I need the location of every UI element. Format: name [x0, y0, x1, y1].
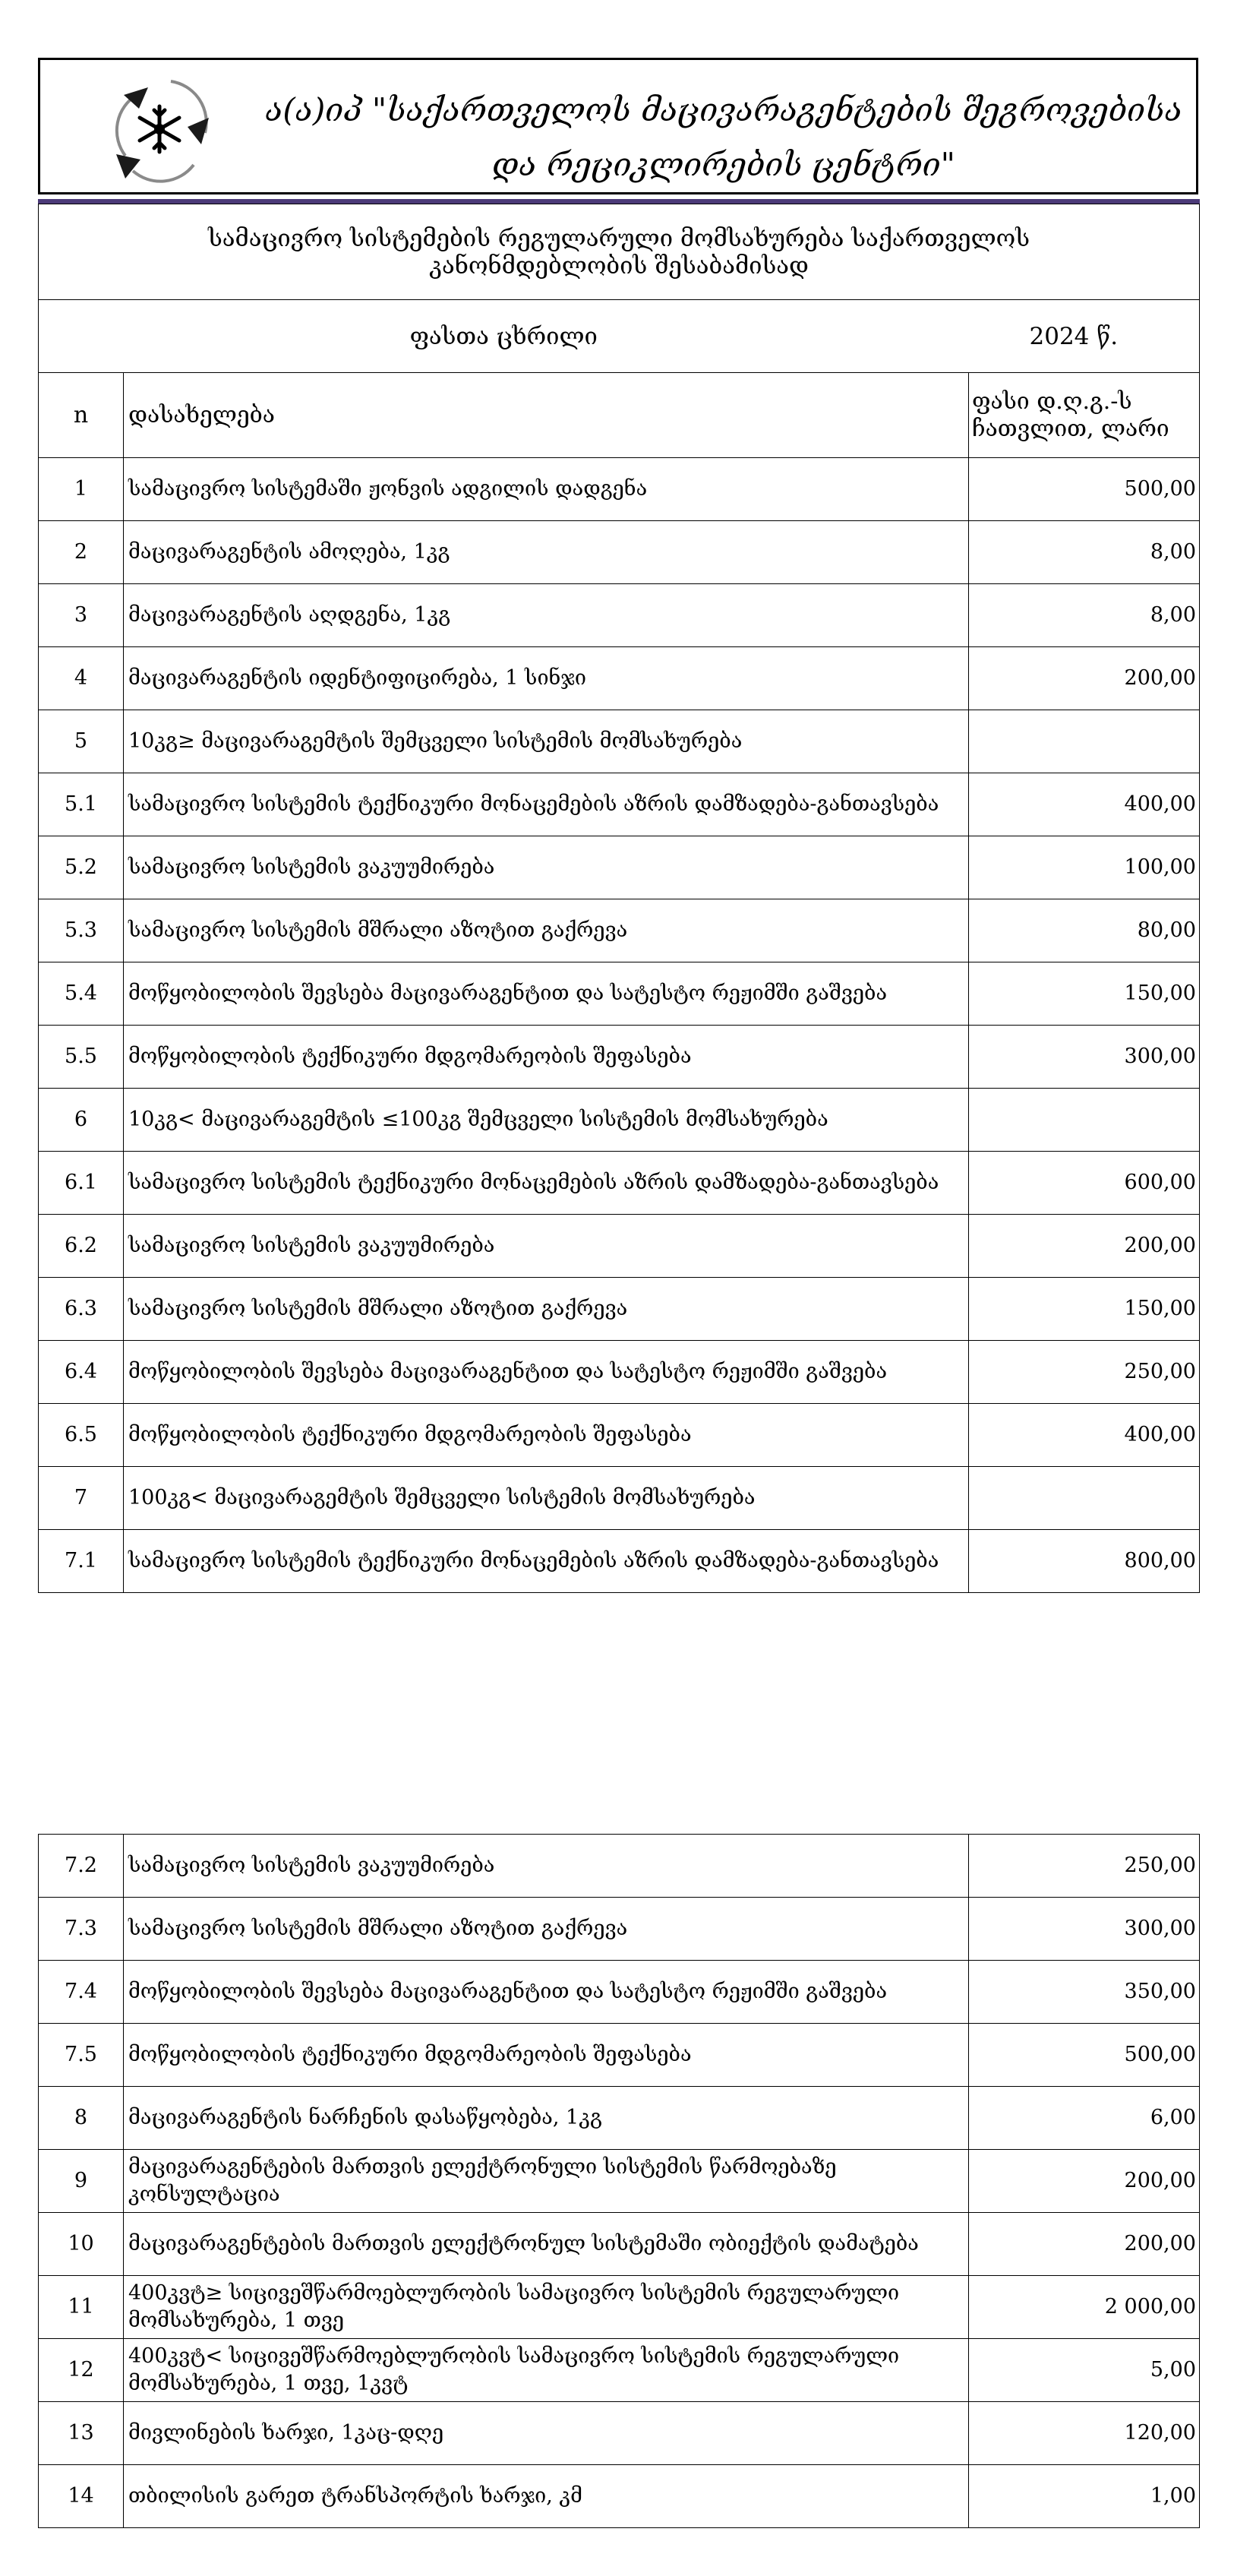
table-row: [39, 1404, 1200, 1467]
table-row: [39, 2213, 1200, 2276]
table-row: [39, 1898, 1200, 1961]
table-row: [39, 1530, 1200, 1593]
column-header-price: ფასი დ.ღ.გ.-ს ჩათვლით, ლარი: [969, 373, 1200, 458]
row-name: მაცივარაგენტების მართვის ელექტრონულ სისტემაში ობიექტის დამატება: [124, 2213, 969, 2276]
table-row: [39, 521, 1200, 584]
row-price: 250,00: [969, 1835, 1200, 1898]
row-number: 5.5: [39, 1026, 124, 1089]
column-header-row: [39, 373, 1200, 458]
organization-header: [38, 58, 1198, 194]
row-name: სამაცივრო სისტემის მშრალი აზოტით გაქრევა: [124, 899, 969, 962]
row-number: 6: [39, 1089, 124, 1152]
row-number: 6.1: [39, 1152, 124, 1215]
row-number: 5.4: [39, 962, 124, 1026]
recycling-snowflake-logo-icon: [95, 65, 224, 194]
row-number: 6.2: [39, 1215, 124, 1278]
row-name: მოწყობილობის ტექნიკური მდგომარეობის შეფასება: [124, 2024, 969, 2087]
table-row: [39, 2276, 1200, 2339]
table-row: [39, 1089, 1200, 1152]
table-row: [39, 1341, 1200, 1404]
row-number: 1: [39, 458, 124, 521]
table-row: [39, 2402, 1200, 2465]
row-name: მოწყობილობის ტექნიკური მდგომარეობის შეფასება: [124, 1026, 969, 1089]
row-price: 5,00: [969, 2339, 1200, 2402]
row-name: მოწყობილობის შევსება მაცივარაგენტით და სატესტო რეჟიმში გაშვება: [124, 1341, 969, 1404]
row-name: მაცივარაგენტის იდენტიფიცირება, 1 სინჯი: [124, 647, 969, 710]
row-name: 100კგ< მაცივარაგემტის შემცველი სისტემის მომსახურება: [124, 1467, 969, 1530]
row-name: თბილისის გარეთ ტრანსპორტის ხარჯი, კმ: [124, 2465, 969, 2528]
table-row: [39, 1961, 1200, 2024]
row-name: მივლინების ხარჯი, 1კაც-დღე: [124, 2402, 969, 2465]
row-number: 9: [39, 2150, 124, 2213]
table-row: [39, 1278, 1200, 1341]
row-price: [969, 1467, 1200, 1530]
table-row: [39, 1467, 1200, 1530]
row-number: 5.2: [39, 836, 124, 899]
table-body-page-2: [39, 1835, 1200, 2528]
organization-name: ა(ა)იპ "საქართველოს მაცივარაგენტების შეგროვებისა და რეციკლირების ცენტრი": [265, 91, 1182, 183]
row-number: 7.1: [39, 1530, 124, 1593]
table-row: [39, 1835, 1200, 1898]
row-name: სამაცივრო სისტემის ვაკუუმირება: [124, 836, 969, 899]
table-row: [39, 2339, 1200, 2402]
row-price: 200,00: [969, 1215, 1200, 1278]
row-number: 6.5: [39, 1404, 124, 1467]
row-price: 350,00: [969, 1961, 1200, 2024]
row-price: 8,00: [969, 584, 1200, 647]
row-name: 400კვტ≥ სიცივეშწარმოებლურობის სამაცივრო სისტემის რეგულარული მომსახურება, 1 თვე: [124, 2276, 969, 2339]
row-name: სამაცივრო სისტემის ტექნიკური მონაცემების აზრის დამზადება-განთავსება: [124, 1530, 969, 1593]
row-price: 2 000,00: [969, 2276, 1200, 2339]
row-number: 7.4: [39, 1961, 124, 2024]
row-number: 3: [39, 584, 124, 647]
column-header-n: n: [39, 373, 124, 458]
row-name: მაცივარაგენტის ნარჩენის დასაწყობება, 1კგ: [124, 2087, 969, 2150]
row-name: სამაცივრო სისტემაში ჟონვის ადგილის დადგენა: [124, 458, 969, 521]
row-number: 4: [39, 647, 124, 710]
table-body-page-1: [39, 458, 1200, 1593]
row-name: სამაცივრო სისტემის ტექნიკური მონაცემების აზრის დამზადება-განთავსება: [124, 773, 969, 836]
row-price: 100,00: [969, 836, 1200, 899]
row-name: 400კვტ< სიცივეშწარმოებლურობის სამაცივრო სისტემის რეგულარული მომსახურება, 1 თვე, 1კვტ: [124, 2339, 969, 2402]
row-price: 200,00: [969, 2213, 1200, 2276]
row-number: 5: [39, 710, 124, 773]
price-list-row: [39, 300, 1200, 373]
row-price: 80,00: [969, 899, 1200, 962]
row-price: 500,00: [969, 458, 1200, 521]
row-name: მოწყობილობის შევსება მაცივარაგენტით და სატესტო რეჟიმში გაშვება: [124, 1961, 969, 2024]
row-price: 300,00: [969, 1026, 1200, 1089]
row-price: 8,00: [969, 521, 1200, 584]
price-table-page-1: [38, 204, 1200, 1593]
row-price: 250,00: [969, 1341, 1200, 1404]
row-price: [969, 710, 1200, 773]
table-row: [39, 647, 1200, 710]
table-row: [39, 1215, 1200, 1278]
subtitle-row: [39, 204, 1200, 300]
row-price: 120,00: [969, 2402, 1200, 2465]
row-number: 7.2: [39, 1835, 124, 1898]
row-price: 300,00: [969, 1898, 1200, 1961]
row-price: 6,00: [969, 2087, 1200, 2150]
table-row: [39, 584, 1200, 647]
row-number: 11: [39, 2276, 124, 2339]
row-price: 150,00: [969, 962, 1200, 1026]
row-price: 200,00: [969, 2150, 1200, 2213]
row-price: [969, 1089, 1200, 1152]
row-name: სამაცივრო სისტემის მშრალი აზოტით გაქრევა: [124, 1278, 969, 1341]
row-price: 1,00: [969, 2465, 1200, 2528]
row-number: 7.5: [39, 2024, 124, 2087]
row-number: 6.4: [39, 1341, 124, 1404]
table-row: [39, 2024, 1200, 2087]
row-name: სამაცივრო სისტემის ვაკუუმირება: [124, 1215, 969, 1278]
table-row: [39, 2087, 1200, 2150]
row-price: 400,00: [969, 773, 1200, 836]
table-row: [39, 710, 1200, 773]
table-row: [39, 899, 1200, 962]
row-name: მაცივარაგენტის ამოღება, 1კგ: [124, 521, 969, 584]
row-number: 5.1: [39, 773, 124, 836]
table-row: [39, 2465, 1200, 2528]
row-number: 2: [39, 521, 124, 584]
table-row: [39, 458, 1200, 521]
row-price: 400,00: [969, 1404, 1200, 1467]
subtitle: სამაცივრო სისტემების რეგულარული მომსახურება საქართველოს კანონმდებლობის შესაბამისად: [39, 204, 1200, 300]
table-row: [39, 836, 1200, 899]
row-name: სამაცივრო სისტემის მშრალი აზოტით გაქრევა: [124, 1898, 969, 1961]
row-number: 12: [39, 2339, 124, 2402]
row-name: მოწყობილობის შევსება მაცივარაგენტით და სატესტო რეჟიმში გაშვება: [124, 962, 969, 1026]
row-number: 6.3: [39, 1278, 124, 1341]
row-number: 7: [39, 1467, 124, 1530]
year-label: 2024 წ.: [969, 300, 1200, 373]
table-row: [39, 773, 1200, 836]
row-number: 14: [39, 2465, 124, 2528]
price-table-page-2: [38, 1834, 1200, 2528]
row-name: მაცივარაგენტების მართვის ელექტრონული სისტემის წარმოებაზე კონსულტაცია: [124, 2150, 969, 2213]
table-row: [39, 1026, 1200, 1089]
table-row: [39, 1152, 1200, 1215]
row-name: მაცივარაგენტის აღდგენა, 1კგ: [124, 584, 969, 647]
row-price: 200,00: [969, 647, 1200, 710]
row-price: 800,00: [969, 1530, 1200, 1593]
row-name: მოწყობილობის ტექნიკური მდგომარეობის შეფასება: [124, 1404, 969, 1467]
table-row: [39, 2150, 1200, 2213]
column-header-name: დასახელება: [124, 373, 969, 458]
row-number: 10: [39, 2213, 124, 2276]
row-name: 10კგ< მაცივარაგემტის ≤100კგ შემცველი სისტემის მომსახურება: [124, 1089, 969, 1152]
row-number: 8: [39, 2087, 124, 2150]
row-name: სამაცივრო სისტემის ტექნიკური მონაცემების აზრის დამზადება-განთავსება: [124, 1152, 969, 1215]
price-list-label: ფასთა ცხრილი: [39, 300, 969, 373]
row-number: 5.3: [39, 899, 124, 962]
row-price: 600,00: [969, 1152, 1200, 1215]
row-number: 7.3: [39, 1898, 124, 1961]
table-row: [39, 962, 1200, 1026]
row-price: 150,00: [969, 1278, 1200, 1341]
row-price: 500,00: [969, 2024, 1200, 2087]
row-name: 10კგ≥ მაცივარაგემტის შემცველი სისტემის მომსახურება: [124, 710, 969, 773]
row-name: სამაცივრო სისტემის ვაკუუმირება: [124, 1835, 969, 1898]
row-number: 13: [39, 2402, 124, 2465]
